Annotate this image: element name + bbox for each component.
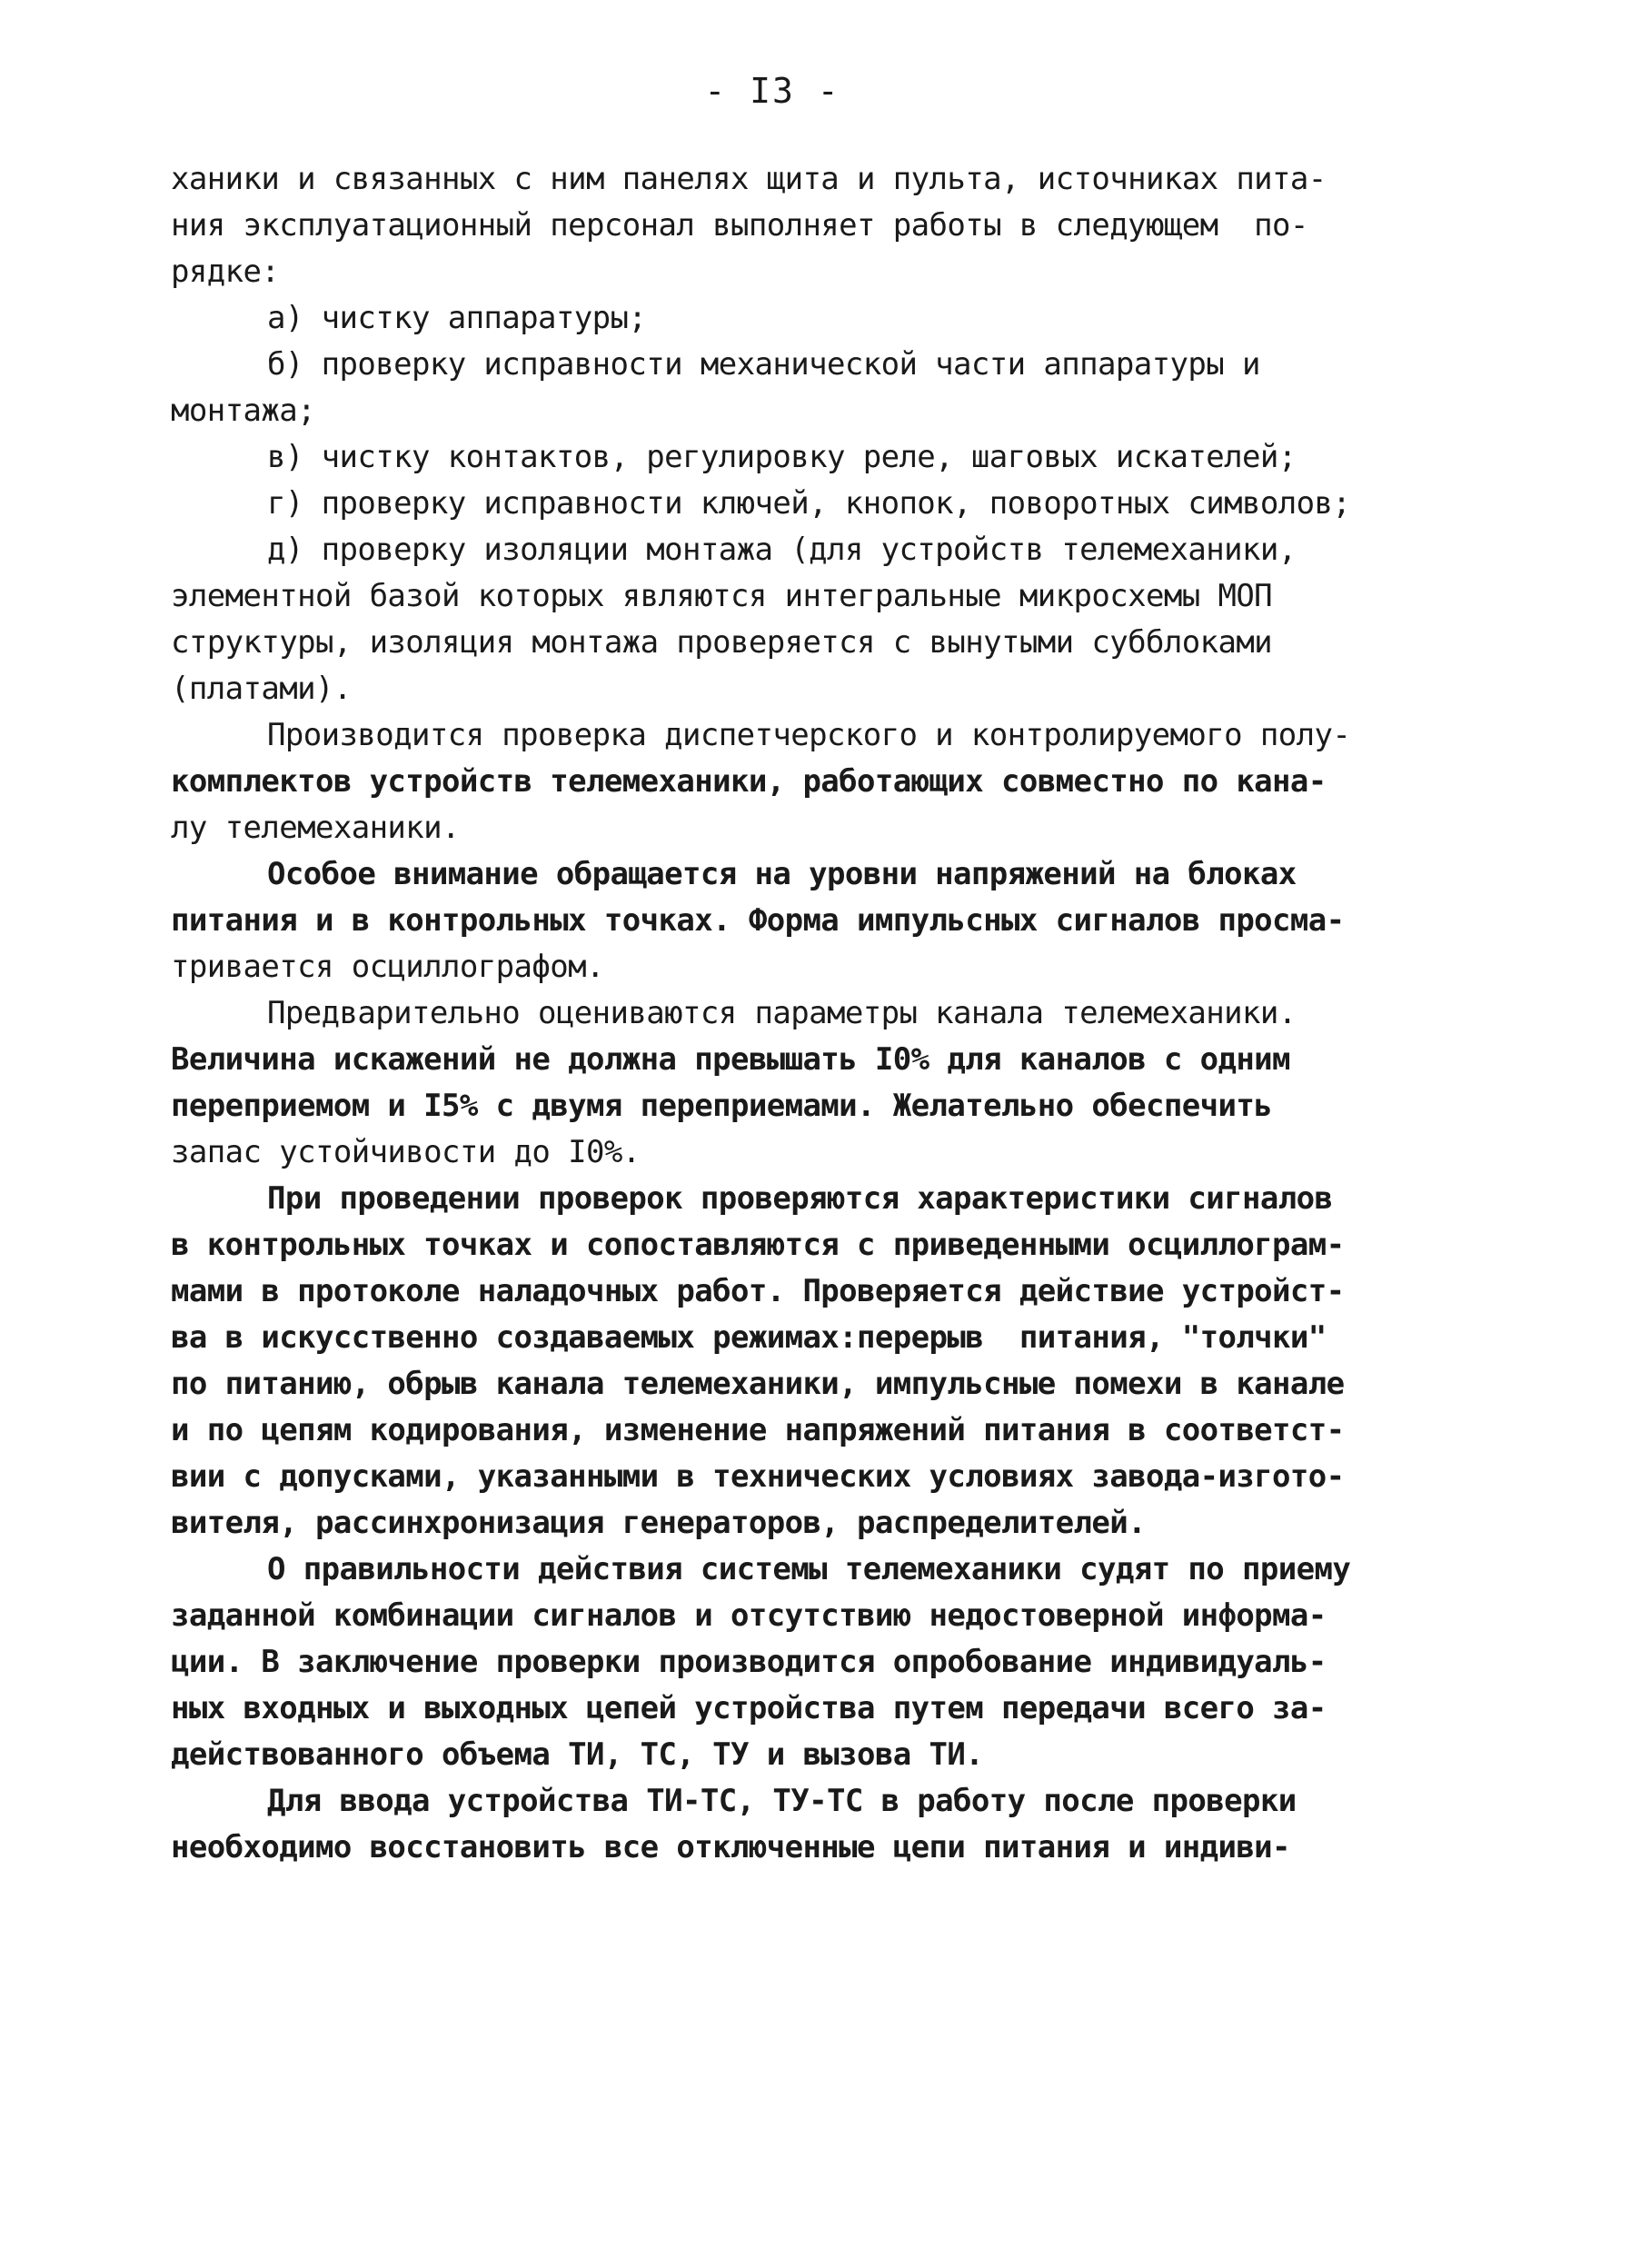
- body-text: [171, 156, 1406, 1871]
- text-line: действованного объема ТИ, ТС, ТУ и вызова ТИ.: [171, 1736, 984, 1773]
- text-line: вии с допусками, указанными в технических условиях завода-изгото-: [171, 1458, 1345, 1495]
- paragraph-start: Особое внимание обращается на уровни напряжений на блоках: [267, 856, 1297, 892]
- text-line: заданной комбинации сигналов и отсутствию недостоверной информа-: [171, 1597, 1327, 1634]
- text-line: (платами).: [171, 671, 352, 707]
- text-line: вителя, рассинхронизация генераторов, распределителей.: [171, 1505, 1146, 1541]
- text-line: ва в искусственно создаваемых режимах:перерыв питания, "толчки": [171, 1319, 1327, 1356]
- text-line: монтажа;: [171, 393, 315, 429]
- page-number: - I3 -: [704, 71, 840, 111]
- text-line: мами в протоколе наладочных работ. Проверяется действие устройст-: [171, 1273, 1345, 1309]
- text-line: переприемом и I5% с двумя переприемами. Желательно обеспечить: [171, 1088, 1273, 1124]
- text-line: тривается осциллографом.: [171, 949, 604, 985]
- text-line: структуры, изоляция монтажа проверяется с вынутыми субблоками: [171, 624, 1273, 661]
- paragraph-start: Для ввода устройства ТИ-ТС, ТУ-ТС в работу после проверки: [267, 1783, 1297, 1819]
- list-item-b: б) проверку исправности механической части аппаратуры и: [267, 346, 1260, 383]
- text-line: запас устойчивости до I0%.: [171, 1134, 641, 1170]
- text-line: питания и в контрольных точках. Форма импульсных сигналов просма-: [171, 902, 1345, 939]
- text-line: комплектов устройств телемеханики, работающих совместно по кана-: [171, 763, 1327, 800]
- list-item-g: г) проверку исправности ключей, кнопок, поворотных символов;: [267, 485, 1351, 522]
- text-line: элементной базой которых являются интегральные микросхемы МОП: [171, 578, 1273, 614]
- text-line: Величина искажений не должна превышать I0% для каналов с одним: [171, 1041, 1290, 1078]
- paragraph-start: Производится проверка диспетчерского и контролируемого полу-: [267, 717, 1351, 753]
- text-line: ния эксплуатационный персонал выполняет работы в следующем по-: [171, 207, 1308, 244]
- text-line: ции. В заключение проверки производится опробование индивидуаль-: [171, 1644, 1327, 1680]
- text-line: лу телемеханики.: [171, 810, 460, 846]
- text-line: ных входных и выходных цепей устройства путем передачи всего за-: [171, 1690, 1327, 1726]
- text-line: ханики и связанных с ним панелях щита и пульта, источниках пита-: [171, 161, 1327, 197]
- paragraph-start: Предварительно оцениваются параметры канала телемеханики.: [267, 995, 1297, 1031]
- text-line: рядке:: [171, 254, 280, 290]
- text-line: в контрольных точках и сопоставляются с приведенными осциллограм-: [171, 1227, 1345, 1263]
- list-item-v: в) чистку контактов, регулировку реле, шаговых искателей;: [267, 439, 1297, 475]
- paragraph-start: При проведении проверок проверяются характеристики сигналов: [267, 1180, 1333, 1217]
- paragraph-start: О правильности действия системы телемеханики судят по приему: [267, 1551, 1351, 1587]
- text-line: и по цепям кодирования, изменение напряжений питания в соответст-: [171, 1412, 1345, 1448]
- list-item-d: д) проверку изоляции монтажа (для устройств телемеханики,: [267, 532, 1297, 568]
- list-item-a: а) чистку аппаратуры;: [267, 300, 647, 336]
- text-line: по питанию, обрыв канала телемеханики, импульсные помехи в канале: [171, 1366, 1345, 1402]
- text-line: необходимо восстановить все отключенные цепи питания и индиви-: [171, 1829, 1290, 1865]
